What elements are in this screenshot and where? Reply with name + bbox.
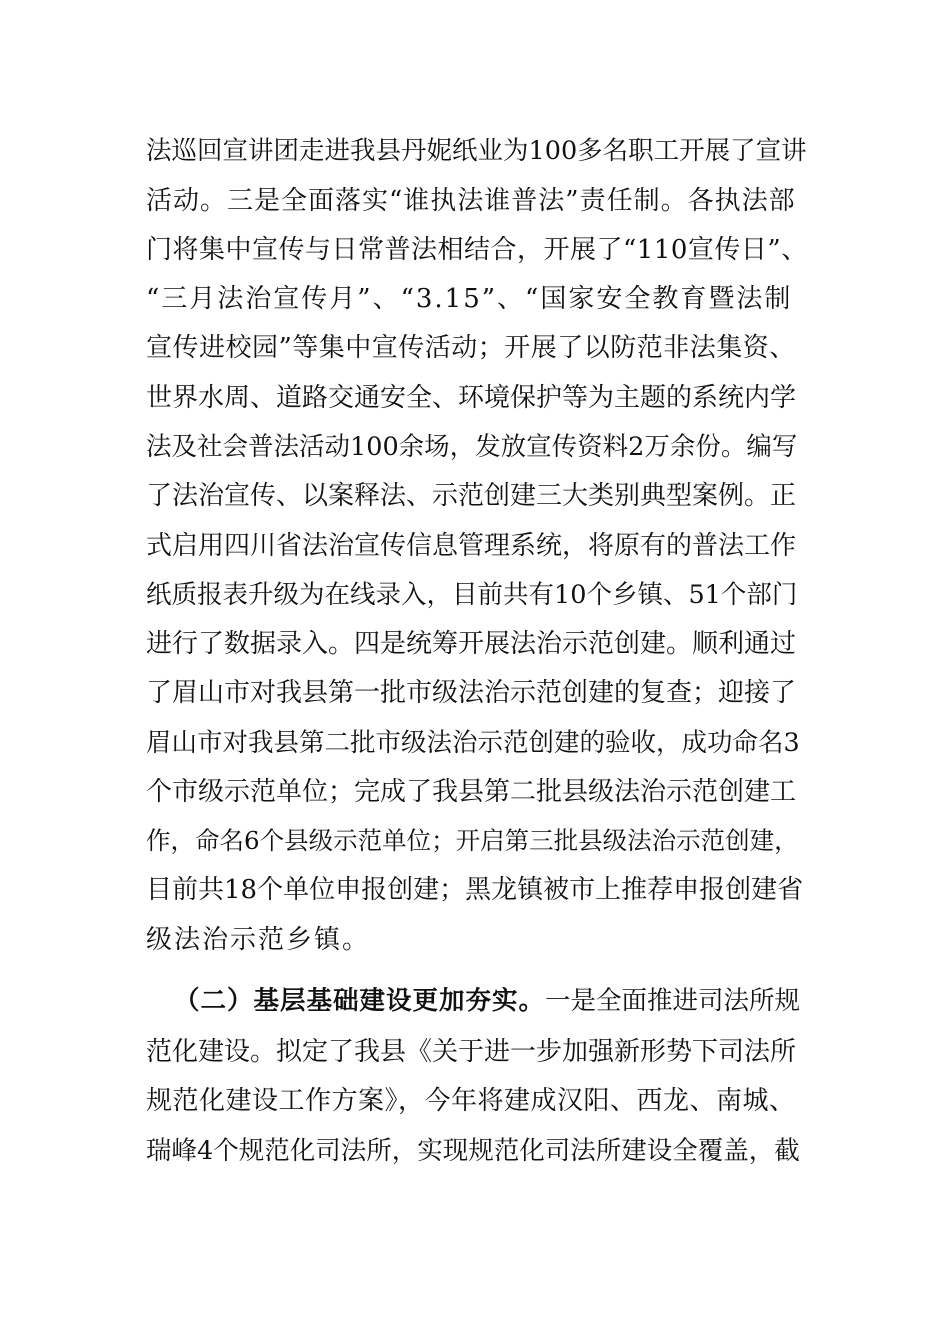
text-line: “三月法治宣传月”、“3.15”、“国家安全教育暨法制	[146, 284, 793, 314]
text-line: 宣传进校园”等集中宣传活动；开展了以防范非法集资、	[146, 333, 796, 363]
text-line: 门将集中宣传与日常普法相结合，开展了“110宣传日”、	[146, 235, 808, 265]
text-line: 法及社会普法活动100余场，发放宣传资料2万余份。编写	[146, 432, 798, 462]
text-line: 个市级示范单位；完成了我县第二批县级法治示范创建工	[146, 777, 797, 807]
text-line: 纸质报表升级为在线录入，目前共有10个乡镇、51个部门	[146, 580, 798, 610]
text-line: 式启用四川省法治宣传信息管理系统，将原有的普法工作	[146, 531, 797, 561]
text-line: 世界水周、道路交通安全、环境保护等为主题的系统内学	[146, 383, 797, 413]
text-line: 进行了数据录入。四是统筹开展法治示范创建。顺利通过	[146, 629, 797, 659]
text-line: 活动。三是全面落实“谁执法谁普法”责任制。各执法部	[146, 186, 796, 216]
text-line: 法巡回宣讲团走进我县丹妮纸业为100多名职工开展了宣讲	[146, 136, 807, 166]
section-heading-line	[174, 981, 800, 1021]
text-line: 瑞峰4个规范化司法所，实现规范化司法所建设全覆盖，截	[146, 1136, 800, 1166]
text-line: 目前共18个单位申报创建；黑龙镇被市上推荐申报创建省	[146, 875, 804, 905]
text-line: 作，命名6个县级示范单位；开启第三批县级法治示范创建，	[146, 826, 799, 855]
text-line: 规范化建设工作方案》，今年将建成汉阳、西龙、南城、	[146, 1086, 796, 1116]
text-line: 了眉山市对我县第一批市级法治示范创建的复查；迎接了	[146, 678, 797, 708]
section-heading: （二）基层基础建设更加夯实。	[174, 986, 546, 1016]
text-line: 眉山市对我县第二批市级法治示范创建的验收，成功命名3	[146, 728, 800, 758]
heading-line-text: 一是全面推进司法所规	[545, 986, 801, 1016]
text-line: 级法治示范乡镇。	[146, 925, 371, 955]
text-line: 了法治宣传、以案释法、示范创建三大类别典型案例。正	[146, 481, 797, 511]
text-line: 范化建设。拟定了我县《关于进一步加强新形势下司法所	[146, 1037, 797, 1067]
